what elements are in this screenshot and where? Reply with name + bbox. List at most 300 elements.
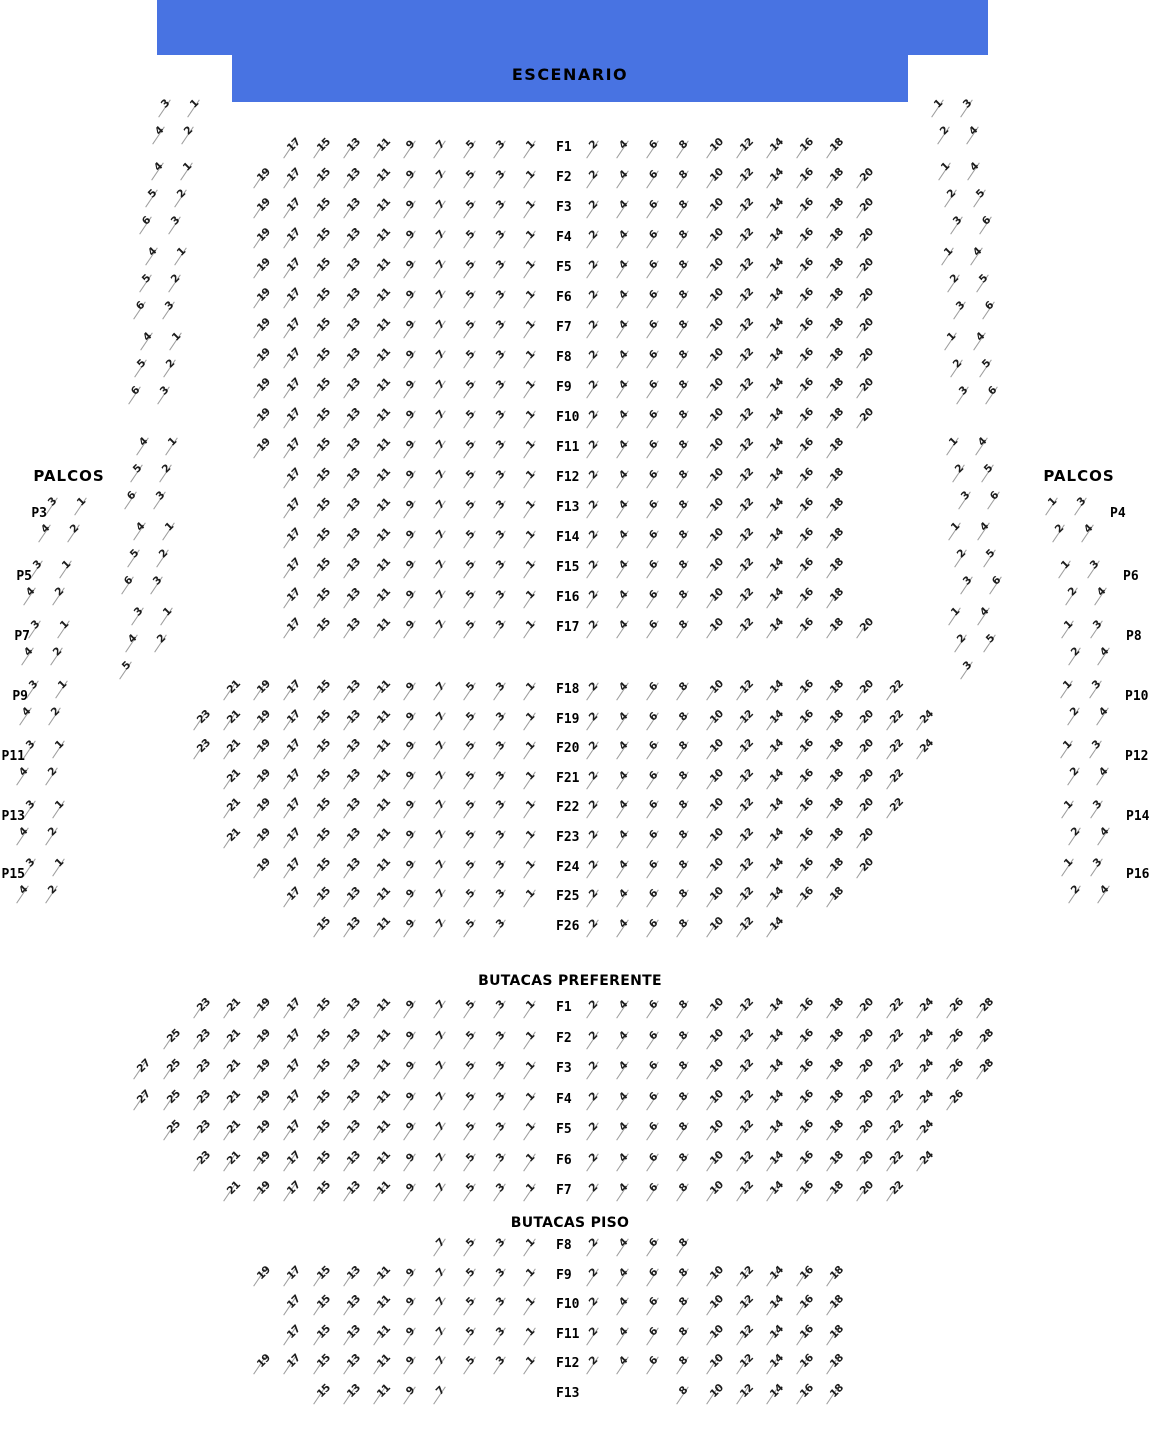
seat-preferente-F2-17[interactable] — [278, 1026, 306, 1059]
seat-patio-lower-F22-12[interactable] — [731, 796, 759, 828]
seat-P12-2[interactable] — [1062, 767, 1090, 795]
seat-preferente-F2-14[interactable] — [761, 1026, 789, 1059]
seat-patio-upper-F12-10[interactable] — [701, 465, 729, 498]
seat-preferente-F1-1[interactable] — [518, 1000, 546, 1028]
seat-patio-lower-F19-5[interactable] — [458, 709, 486, 740]
seat-preferente-F1-26[interactable] — [941, 995, 969, 1028]
seat-patio-upper-F3-5[interactable] — [458, 200, 486, 228]
seat-patio-lower-F25-4[interactable] — [611, 889, 639, 917]
seat-patio-upper-F9-4[interactable] — [611, 380, 639, 408]
seat-patio-lower-F23-16[interactable] — [791, 825, 819, 858]
seat-piso-F10-7[interactable] — [428, 1297, 456, 1325]
seat-patio-lower-F21-4[interactable] — [611, 771, 639, 799]
seat-patio-upper-F2-19[interactable] — [248, 165, 276, 198]
seat-patio-lower-F24-3[interactable] — [488, 857, 516, 888]
seat-patio-upper-F9-12[interactable] — [731, 375, 759, 408]
seat-patio-lower-F25-5[interactable] — [458, 889, 486, 917]
seat-preferente-F6-21[interactable] — [218, 1148, 246, 1181]
seat-preferente-F1-22[interactable] — [881, 995, 909, 1028]
seat-piso-F10-4[interactable] — [611, 1297, 639, 1325]
seat-patio-upper-F10-11[interactable] — [368, 405, 396, 438]
seat-preferente-F7-2[interactable] — [581, 1183, 609, 1211]
seat-piso-F8-7[interactable] — [428, 1238, 456, 1266]
seat-preferente-F1-17[interactable] — [278, 995, 306, 1028]
seat-piso-F9-5[interactable] — [458, 1265, 486, 1296]
seat-patio-lower-F25-10[interactable] — [701, 885, 729, 917]
seat-patio-upper-F13-9[interactable] — [398, 500, 426, 528]
seat-wall-right-3-4[interactable] — [965, 247, 993, 275]
seat-patio-lower-F20-17[interactable] — [278, 737, 306, 769]
seat-patio-upper-F14-4[interactable] — [611, 530, 639, 558]
seat-wall-left-4-3[interactable] — [152, 386, 180, 414]
seat-preferente-F5-17[interactable] — [278, 1117, 306, 1150]
seat-patio-upper-F10-18[interactable] — [821, 405, 849, 438]
seat-preferente-F3-27[interactable] — [128, 1056, 156, 1089]
seat-patio-lower-F23-11[interactable] — [368, 825, 396, 858]
seat-patio-lower-F21-14[interactable] — [761, 766, 789, 799]
seat-patio-upper-F5-3[interactable] — [488, 260, 516, 288]
seat-preferente-F7-3[interactable] — [488, 1183, 516, 1211]
seat-preferente-F5-14[interactable] — [761, 1117, 789, 1150]
seat-patio-lower-F20-23[interactable] — [188, 737, 216, 769]
seat-wall-left-7-2[interactable] — [149, 634, 177, 662]
seat-P11-1[interactable] — [47, 740, 75, 768]
seat-piso-F10-5[interactable] — [458, 1297, 486, 1325]
seat-patio-lower-F26-4[interactable] — [611, 919, 639, 947]
seat-patio-lower-F24-9[interactable] — [398, 857, 426, 888]
seat-preferente-F3-11[interactable] — [368, 1056, 396, 1089]
seat-patio-upper-F8-17[interactable] — [278, 345, 306, 378]
seat-patio-upper-F4-20[interactable] — [851, 225, 879, 258]
seat-patio-upper-F17-12[interactable] — [731, 615, 759, 648]
seat-piso-F8-8[interactable] — [671, 1238, 699, 1266]
seat-patio-upper-F1-12[interactable] — [731, 135, 759, 168]
seat-patio-upper-F10-16[interactable] — [791, 405, 819, 438]
seat-patio-lower-F18-7[interactable] — [428, 682, 456, 710]
seat-patio-upper-F5-14[interactable] — [761, 255, 789, 288]
seat-patio-lower-F22-21[interactable] — [218, 796, 246, 828]
seat-patio-lower-F19-15[interactable] — [308, 707, 336, 740]
seat-patio-upper-F8-20[interactable] — [851, 345, 879, 378]
seat-piso-F9-2[interactable] — [581, 1265, 609, 1296]
seat-patio-upper-F4-12[interactable] — [731, 225, 759, 258]
seat-patio-upper-F3-20[interactable] — [851, 195, 879, 228]
seat-patio-lower-F22-11[interactable] — [368, 796, 396, 828]
seat-piso-F10-14[interactable] — [761, 1292, 789, 1325]
seat-preferente-F4-19[interactable] — [248, 1087, 276, 1120]
seat-patio-lower-F20-19[interactable] — [248, 737, 276, 769]
seat-patio-lower-F23-3[interactable] — [488, 830, 516, 858]
seat-preferente-F2-13[interactable] — [338, 1026, 366, 1059]
seat-patio-lower-F19-8[interactable] — [671, 709, 699, 740]
seat-patio-lower-F23-4[interactable] — [611, 830, 639, 858]
seat-patio-upper-F4-1[interactable] — [518, 230, 546, 258]
seat-preferente-F4-8[interactable] — [671, 1089, 699, 1120]
seat-patio-lower-F19-14[interactable] — [761, 707, 789, 740]
seat-patio-upper-F2-14[interactable] — [761, 165, 789, 198]
seat-preferente-F5-7[interactable] — [428, 1122, 456, 1150]
seat-patio-lower-F21-20[interactable] — [851, 766, 879, 799]
seat-piso-F9-18[interactable] — [821, 1263, 849, 1296]
seat-preferente-F4-14[interactable] — [761, 1087, 789, 1120]
seat-patio-lower-F26-13[interactable] — [338, 914, 366, 947]
seat-preferente-F2-25[interactable] — [158, 1026, 186, 1059]
seat-patio-upper-F14-9[interactable] — [398, 530, 426, 558]
seat-patio-upper-F15-8[interactable] — [671, 560, 699, 588]
seat-piso-F10-18[interactable] — [821, 1292, 849, 1325]
seat-preferente-F2-2[interactable] — [581, 1028, 609, 1059]
seat-patio-lower-F18-22[interactable] — [881, 677, 909, 710]
seat-patio-lower-F25-14[interactable] — [761, 885, 789, 917]
seat-patio-lower-F23-5[interactable] — [458, 830, 486, 858]
seat-patio-upper-F9-13[interactable] — [338, 375, 366, 408]
seat-preferente-F4-13[interactable] — [338, 1087, 366, 1120]
seat-preferente-F3-7[interactable] — [428, 1061, 456, 1089]
seat-patio-upper-F14-2[interactable] — [581, 530, 609, 558]
seat-patio-upper-F10-10[interactable] — [701, 405, 729, 438]
seat-patio-lower-F18-18[interactable] — [821, 677, 849, 710]
seat-piso-F9-4[interactable] — [611, 1265, 639, 1296]
seat-piso-F9-10[interactable] — [701, 1263, 729, 1296]
seat-preferente-F7-14[interactable] — [761, 1178, 789, 1211]
seat-patio-lower-F24-10[interactable] — [701, 855, 729, 888]
seat-patio-lower-F19-1[interactable] — [518, 709, 546, 740]
seat-preferente-F1-14[interactable] — [761, 995, 789, 1028]
seat-patio-upper-F11-8[interactable] — [671, 440, 699, 468]
seat-wall-right-2-6[interactable] — [974, 216, 1002, 244]
seat-piso-F9-16[interactable] — [791, 1263, 819, 1296]
seat-patio-upper-F3-11[interactable] — [368, 195, 396, 228]
seat-patio-lower-F25-17[interactable] — [278, 885, 306, 917]
seat-preferente-F5-12[interactable] — [731, 1117, 759, 1150]
seat-preferente-F3-23[interactable] — [188, 1056, 216, 1089]
seat-patio-lower-F18-5[interactable] — [458, 682, 486, 710]
seat-P12-1[interactable] — [1055, 740, 1083, 768]
seat-patio-lower-F23-9[interactable] — [398, 830, 426, 858]
seat-P16-4[interactable] — [1092, 885, 1120, 913]
seat-preferente-F4-27[interactable] — [128, 1087, 156, 1120]
seat-patio-lower-F20-16[interactable] — [791, 737, 819, 769]
seat-patio-upper-F9-20[interactable] — [851, 375, 879, 408]
seat-preferente-F2-3[interactable] — [488, 1028, 516, 1059]
seat-patio-upper-F6-11[interactable] — [368, 285, 396, 318]
seat-patio-upper-F5-6[interactable] — [641, 260, 669, 288]
seat-patio-lower-F21-3[interactable] — [488, 771, 516, 799]
seat-preferente-F1-5[interactable] — [458, 1000, 486, 1028]
seat-patio-upper-F8-9[interactable] — [398, 350, 426, 378]
seat-patio-upper-F16-4[interactable] — [611, 590, 639, 618]
seat-patio-upper-F9-10[interactable] — [701, 375, 729, 408]
seat-preferente-F5-10[interactable] — [701, 1117, 729, 1150]
seat-patio-upper-F7-6[interactable] — [641, 320, 669, 348]
seat-patio-lower-F18-3[interactable] — [488, 682, 516, 710]
seat-patio-upper-F4-4[interactable] — [611, 230, 639, 258]
seat-wall-right-1-4[interactable] — [961, 126, 989, 154]
seat-P3-4[interactable] — [33, 524, 61, 552]
seat-patio-upper-F15-11[interactable] — [368, 555, 396, 588]
seat-piso-F8-4[interactable] — [611, 1238, 639, 1266]
seat-patio-lower-F19-7[interactable] — [428, 709, 456, 740]
seat-wall-left-1-2[interactable] — [176, 126, 204, 154]
seat-P11-2[interactable] — [40, 767, 68, 795]
seat-patio-lower-F18-4[interactable] — [611, 682, 639, 710]
seat-preferente-F1-21[interactable] — [218, 995, 246, 1028]
seat-patio-upper-F12-6[interactable] — [641, 470, 669, 498]
seat-patio-upper-F10-1[interactable] — [518, 410, 546, 438]
seat-patio-lower-F22-19[interactable] — [248, 796, 276, 828]
seat-patio-lower-F22-20[interactable] — [851, 796, 879, 828]
seat-patio-lower-F25-15[interactable] — [308, 885, 336, 917]
seat-patio-upper-F11-5[interactable] — [458, 440, 486, 468]
seat-patio-upper-F13-15[interactable] — [308, 495, 336, 528]
seat-patio-upper-F14-12[interactable] — [731, 525, 759, 558]
seat-patio-upper-F1-17[interactable] — [278, 135, 306, 168]
seat-piso-F12-6[interactable] — [641, 1356, 669, 1384]
seat-wall-left-7-5[interactable] — [114, 661, 142, 689]
seat-patio-lower-F25-13[interactable] — [338, 885, 366, 917]
seat-patio-upper-F3-6[interactable] — [641, 200, 669, 228]
seat-patio-upper-F2-12[interactable] — [731, 165, 759, 198]
seat-piso-F12-11[interactable] — [368, 1351, 396, 1384]
seat-patio-lower-F24-6[interactable] — [641, 857, 669, 888]
seat-patio-upper-F8-11[interactable] — [368, 345, 396, 378]
seat-patio-lower-F21-15[interactable] — [308, 766, 336, 799]
seat-patio-upper-F14-1[interactable] — [518, 530, 546, 558]
seat-patio-upper-F3-18[interactable] — [821, 195, 849, 228]
seat-preferente-F4-24[interactable] — [911, 1087, 939, 1120]
seat-patio-upper-F15-9[interactable] — [398, 560, 426, 588]
seat-preferente-F4-7[interactable] — [428, 1089, 456, 1120]
seat-preferente-F5-2[interactable] — [581, 1122, 609, 1150]
seat-preferente-F3-12[interactable] — [731, 1056, 759, 1089]
seat-piso-F12-14[interactable] — [761, 1351, 789, 1384]
seat-patio-lower-F18-12[interactable] — [731, 677, 759, 710]
seat-preferente-F4-17[interactable] — [278, 1087, 306, 1120]
seat-piso-F11-8[interactable] — [671, 1324, 699, 1355]
seat-patio-upper-F11-19[interactable] — [248, 435, 276, 468]
seat-patio-lower-F19-22[interactable] — [881, 707, 909, 740]
seat-P16-2[interactable] — [1063, 885, 1091, 913]
seat-piso-F13-18[interactable] — [821, 1381, 849, 1414]
seat-patio-upper-F12-9[interactable] — [398, 470, 426, 498]
seat-patio-upper-F1-4[interactable] — [611, 140, 639, 168]
seat-patio-lower-F25-6[interactable] — [641, 889, 669, 917]
seat-P16-3[interactable] — [1085, 858, 1113, 886]
seat-piso-F13-8[interactable] — [671, 1383, 699, 1414]
seat-preferente-F6-24[interactable] — [911, 1148, 939, 1181]
seat-patio-lower-F24-7[interactable] — [428, 857, 456, 888]
seat-P10-1[interactable] — [1055, 680, 1083, 708]
seat-preferente-F2-9[interactable] — [398, 1028, 426, 1059]
seat-wall-right-4-5[interactable] — [974, 359, 1002, 387]
seat-patio-upper-F5-12[interactable] — [731, 255, 759, 288]
seat-piso-F11-2[interactable] — [581, 1324, 609, 1355]
seat-wall-left-5-3[interactable] — [148, 491, 176, 519]
seat-patio-lower-F20-9[interactable] — [398, 741, 426, 769]
seat-patio-upper-F5-19[interactable] — [248, 255, 276, 288]
seat-patio-upper-F13-3[interactable] — [488, 500, 516, 528]
seat-patio-upper-F15-13[interactable] — [338, 555, 366, 588]
seat-patio-upper-F10-5[interactable] — [458, 410, 486, 438]
seat-patio-upper-F7-12[interactable] — [731, 315, 759, 348]
seat-preferente-F4-5[interactable] — [458, 1089, 486, 1120]
seat-piso-F12-2[interactable] — [581, 1356, 609, 1384]
seat-patio-upper-F2-18[interactable] — [821, 165, 849, 198]
seat-patio-upper-F6-2[interactable] — [581, 290, 609, 318]
seat-patio-lower-F21-21[interactable] — [218, 766, 246, 799]
seat-wall-left-3-3[interactable] — [157, 301, 185, 329]
seat-patio-upper-F3-2[interactable] — [581, 200, 609, 228]
seat-P11-4[interactable] — [11, 767, 39, 795]
seat-P4-4[interactable] — [1076, 524, 1104, 552]
seat-patio-lower-F24-11[interactable] — [368, 855, 396, 888]
seat-patio-lower-F24-19[interactable] — [248, 855, 276, 888]
seat-patio-lower-F26-15[interactable] — [308, 914, 336, 947]
seat-patio-lower-F20-21[interactable] — [218, 737, 246, 769]
seat-piso-F13-12[interactable] — [731, 1381, 759, 1414]
seat-piso-F8-6[interactable] — [641, 1238, 669, 1266]
seat-preferente-F2-11[interactable] — [368, 1026, 396, 1059]
seat-preferente-F1-24[interactable] — [911, 995, 939, 1028]
seat-patio-upper-F3-14[interactable] — [761, 195, 789, 228]
seat-patio-upper-F14-14[interactable] — [761, 525, 789, 558]
seat-preferente-F1-6[interactable] — [641, 1000, 669, 1028]
seat-patio-lower-F22-2[interactable] — [581, 800, 609, 828]
seat-patio-upper-F5-4[interactable] — [611, 260, 639, 288]
seat-P4-1[interactable] — [1040, 497, 1068, 525]
seat-preferente-F4-26[interactable] — [941, 1087, 969, 1120]
seat-patio-lower-F18-20[interactable] — [851, 677, 879, 710]
seat-patio-upper-F1-14[interactable] — [761, 135, 789, 168]
seat-patio-upper-F11-17[interactable] — [278, 435, 306, 468]
seat-patio-upper-F4-19[interactable] — [248, 225, 276, 258]
seat-patio-upper-F16-1[interactable] — [518, 590, 546, 618]
seat-patio-upper-F9-3[interactable] — [488, 380, 516, 408]
seat-preferente-F7-20[interactable] — [851, 1178, 879, 1211]
seat-patio-upper-F13-4[interactable] — [611, 500, 639, 528]
seat-preferente-F5-9[interactable] — [398, 1122, 426, 1150]
seat-patio-upper-F7-8[interactable] — [671, 320, 699, 348]
seat-wall-right-7-1[interactable] — [943, 607, 971, 635]
seat-patio-upper-F2-15[interactable] — [308, 165, 336, 198]
seat-patio-upper-F6-7[interactable] — [428, 290, 456, 318]
seat-patio-upper-F6-8[interactable] — [671, 290, 699, 318]
seat-piso-F13-14[interactable] — [761, 1381, 789, 1414]
seat-preferente-F3-20[interactable] — [851, 1056, 879, 1089]
seat-patio-lower-F20-12[interactable] — [731, 737, 759, 769]
seat-P8-4[interactable] — [1092, 647, 1120, 675]
seat-patio-upper-F12-4[interactable] — [611, 470, 639, 498]
seat-patio-lower-F26-12[interactable] — [731, 914, 759, 947]
seat-wall-right-1-1[interactable] — [926, 99, 954, 127]
seat-wall-right-6-3[interactable] — [955, 576, 983, 604]
seat-piso-F12-13[interactable] — [338, 1351, 366, 1384]
seat-patio-upper-F9-8[interactable] — [671, 380, 699, 408]
seat-patio-lower-F23-1[interactable] — [518, 830, 546, 858]
seat-P8-3[interactable] — [1085, 620, 1113, 648]
seat-patio-upper-F7-1[interactable] — [518, 320, 546, 348]
seat-piso-F13-15[interactable] — [308, 1381, 336, 1414]
seat-wall-right-6-4[interactable] — [972, 522, 1000, 550]
seat-P4-3[interactable] — [1069, 497, 1097, 525]
seat-patio-upper-F15-12[interactable] — [731, 555, 759, 588]
seat-preferente-F7-7[interactable] — [428, 1183, 456, 1211]
seat-patio-upper-F7-16[interactable] — [791, 315, 819, 348]
seat-patio-upper-F9-9[interactable] — [398, 380, 426, 408]
seat-preferente-F7-11[interactable] — [368, 1178, 396, 1211]
seat-preferente-F6-2[interactable] — [581, 1150, 609, 1181]
seat-patio-lower-F25-16[interactable] — [791, 885, 819, 917]
seat-patio-lower-F19-16[interactable] — [791, 707, 819, 740]
seat-P8-1[interactable] — [1056, 620, 1084, 648]
seat-preferente-F3-3[interactable] — [488, 1061, 516, 1089]
seat-patio-lower-F23-6[interactable] — [641, 830, 669, 858]
seat-piso-F12-17[interactable] — [278, 1351, 306, 1384]
seat-P10-4[interactable] — [1091, 707, 1119, 735]
seat-patio-upper-F16-6[interactable] — [641, 590, 669, 618]
seat-patio-lower-F20-13[interactable] — [338, 737, 366, 769]
seat-preferente-F1-12[interactable] — [731, 995, 759, 1028]
seat-patio-upper-F17-7[interactable] — [428, 620, 456, 648]
seat-patio-upper-F12-12[interactable] — [731, 465, 759, 498]
seat-patio-lower-F26-2[interactable] — [581, 919, 609, 947]
seat-patio-upper-F13-17[interactable] — [278, 495, 306, 528]
seat-preferente-F3-8[interactable] — [671, 1061, 699, 1089]
seat-patio-upper-F10-15[interactable] — [308, 405, 336, 438]
seat-P14-4[interactable] — [1092, 827, 1120, 855]
seat-preferente-F6-6[interactable] — [641, 1150, 669, 1181]
seat-P14-2[interactable] — [1063, 827, 1091, 855]
seat-patio-upper-F4-8[interactable] — [671, 230, 699, 258]
seat-patio-lower-F26-6[interactable] — [641, 919, 669, 947]
seat-patio-upper-F5-10[interactable] — [701, 255, 729, 288]
seat-patio-lower-F26-9[interactable] — [398, 919, 426, 947]
seat-patio-upper-F12-2[interactable] — [581, 470, 609, 498]
seat-patio-lower-F21-1[interactable] — [518, 771, 546, 799]
seat-piso-F11-3[interactable] — [488, 1324, 516, 1355]
seat-preferente-F2-16[interactable] — [791, 1026, 819, 1059]
seat-wall-left-3-6[interactable] — [128, 301, 156, 329]
seat-patio-upper-F8-14[interactable] — [761, 345, 789, 378]
seat-wall-right-4-1[interactable] — [939, 332, 967, 360]
seat-patio-lower-F22-1[interactable] — [518, 800, 546, 828]
seat-preferente-F4-11[interactable] — [368, 1087, 396, 1120]
seat-patio-upper-F15-2[interactable] — [581, 560, 609, 588]
seat-preferente-F3-18[interactable] — [821, 1056, 849, 1089]
seat-preferente-F4-15[interactable] — [308, 1087, 336, 1120]
seat-preferente-F1-10[interactable] — [701, 995, 729, 1028]
seat-patio-upper-F3-8[interactable] — [671, 200, 699, 228]
seat-patio-lower-F23-19[interactable] — [248, 825, 276, 858]
seat-preferente-F5-5[interactable] — [458, 1122, 486, 1150]
seat-patio-lower-F24-13[interactable] — [338, 855, 366, 888]
seat-patio-upper-F1-7[interactable] — [428, 140, 456, 168]
seat-patio-upper-F3-13[interactable] — [338, 195, 366, 228]
seat-preferente-F6-17[interactable] — [278, 1148, 306, 1181]
seat-patio-lower-F21-12[interactable] — [731, 766, 759, 799]
seat-patio-lower-F21-10[interactable] — [701, 766, 729, 799]
seat-wall-right-5-5[interactable] — [976, 464, 1004, 492]
seat-piso-F11-17[interactable] — [278, 1322, 306, 1355]
seat-wall-right-7-2[interactable] — [949, 634, 977, 662]
seat-preferente-F6-22[interactable] — [881, 1148, 909, 1181]
seat-preferente-F5-25[interactable] — [158, 1117, 186, 1150]
seat-patio-lower-F21-6[interactable] — [641, 771, 669, 799]
seat-patio-lower-F18-16[interactable] — [791, 677, 819, 710]
seat-patio-upper-F7-14[interactable] — [761, 315, 789, 348]
seat-patio-lower-F22-13[interactable] — [338, 796, 366, 828]
seat-patio-lower-F26-8[interactable] — [671, 919, 699, 947]
